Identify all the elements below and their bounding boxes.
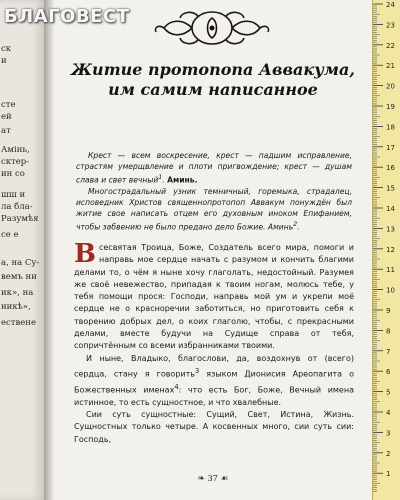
epigraph-text-1: Крест — всем воскресение, крест — падшим исправление, страстям умерщвление и плоти пригвождение; крест — душам слава и свет вечный — [76, 151, 352, 185]
ruler-label: 12 — [386, 245, 395, 254]
folio-ornament-left: ❧ — [197, 474, 206, 484]
page-number: 37 — [207, 474, 218, 483]
left-page-fragment: и — [1, 56, 7, 66]
ruler-label: 17 — [386, 143, 395, 152]
ruler-label: 20 — [386, 82, 395, 91]
ruler-label: 6 — [386, 368, 391, 377]
left-page-fragment: никѣ», — [1, 302, 31, 312]
left-page-fragment: Амінь, — [1, 145, 30, 155]
left-page-fragment: се е — [1, 230, 19, 240]
body-paragraph-1 — [74, 239, 354, 353]
ruler-label: 8 — [386, 327, 391, 336]
folio-ornament-right: ☙ — [220, 474, 229, 484]
left-page-fragment: ат — [1, 126, 11, 136]
left-page — [0, 0, 44, 500]
ruler-label: 4 — [386, 409, 391, 417]
ruler-scale — [373, 0, 400, 500]
body-paragraph-2-text-b: языком Дионисия Ареопагита о Божественных именах — [74, 369, 355, 395]
chapter-title — [54, 60, 372, 100]
ruler-label: 18 — [386, 123, 395, 132]
ruler-label: 14 — [386, 205, 395, 213]
body-paragraph-1-text: сесвятая Троица, Боже, Создатель всего мира, помоги и направь мое сердце начать с разумом и кончить благими делами то, о чём я ныне хочу глаголать, недостойный. Разумея же своё невежество, припадая к твоим ногам, молюсь тебе, у тебя помощи прося: Господи, направь мой ум и укрепи моё сердце не о красноречии заботиться, но приготовить себя к творению добрых дел, о коих глаголю, чтобы, с прекрасными делами, вместе будучи на Судище справа от тебя, сопричтённым со всеми избранниками твоими. — [74, 243, 354, 351]
footnote-marker-2: 2 — [293, 220, 298, 228]
watermark-logo: БЛАГОВЕСТ — [4, 6, 130, 27]
left-page-fragment: вемъ ни — [1, 272, 37, 282]
footnote-marker-1: 1 — [158, 174, 163, 181]
left-page-fragment: ла бла- — [1, 202, 33, 212]
ruler-label: 7 — [386, 347, 391, 356]
ruler-label: 1 — [386, 470, 391, 479]
epigraph-paragraph-2: Многострадальный узник темничный, горемыка, страдалец, исповедник Христов священнопротопоп Аввакум понуждён был житие свое написать отцем его духовным иноком Епифанием, чтобы забвению не было предано дело Божие. Аминь$^2$. — [76, 186, 352, 232]
epigraph — [76, 150, 352, 232]
ruler-label: 3 — [386, 429, 391, 438]
left-page-fragment: сте — [1, 100, 16, 110]
chapter-title-line1: Житие протопопа Аввакума, — [71, 60, 355, 79]
ruler-label: 16 — [386, 164, 395, 173]
ruler-label: 13 — [386, 225, 395, 234]
left-page-fragment: ск — [1, 44, 12, 54]
left-page-fragment: сктер- — [1, 157, 30, 167]
left-page-fragment: ик», на — [1, 288, 34, 298]
body-paragraph-2-text-c: : что есть Бог, Боже, Вечный имена истинное, то есть сущностное, и что хвалебные. — [74, 385, 354, 407]
body-paragraph-3 — [74, 409, 354, 446]
body-paragraph-2-text-a: И ныне, Владыко, благослови, да, воздохнув от (всего) сердца, стану я говорить — [74, 353, 354, 379]
epigraph-paragraph-1: Крест — всем воскресение, крест — падшим исправление, страстям умерщвление и плоти пригвождение; крест — душам слава и свет вечный$^1$. Аминь. — [76, 151, 352, 185]
left-page-fragment: ей — [1, 112, 12, 122]
left-page-fragment: ествене — [1, 318, 37, 328]
ruler-label: 9 — [386, 307, 391, 315]
ruler-label: 5 — [386, 388, 391, 397]
ruler-label: 19 — [386, 103, 395, 111]
footnote-marker-4: 4 — [174, 382, 179, 391]
right-page — [54, 0, 372, 500]
ruler-label: 23 — [386, 21, 395, 30]
epigraph-text-2: Многострадальный узник темничный, горемыка, страдалец, исповедник Христов священнопротопоп Аввакум понуждён был житие свое написать отцем его духовным иноком Епифанием, чтобы забвению не было предано дело Божие. Аминь — [76, 186, 352, 232]
left-page-fragment: шш и — [1, 190, 26, 200]
body-paragraph-3-text: Сии суть сущностные: Сущий, Свет, Истина, Жизнь. Сущностных только четыре. А косвенных много, сии суть сии: Господь, — [74, 410, 354, 444]
ruler-label: 22 — [386, 41, 395, 50]
drop-cap: В — [74, 239, 96, 269]
ornament-headpiece — [152, 8, 272, 48]
body-paragraph-2 — [74, 353, 354, 410]
measuring-ruler — [372, 0, 400, 500]
page-footer — [54, 474, 372, 484]
book-gutter — [44, 0, 54, 500]
epigraph-amen: Аминь. — [167, 175, 198, 185]
body-text — [74, 239, 355, 446]
ruler-label: 2 — [386, 449, 391, 458]
left-page-fragment: ин со — [1, 169, 25, 179]
ruler-label: 24 — [386, 1, 395, 9]
ruler-label: 15 — [386, 184, 395, 193]
chapter-title-line2: им самим написанное — [108, 80, 318, 99]
left-page-fragment: Разумѣя — [1, 214, 39, 224]
ruler-label: 10 — [386, 286, 395, 295]
ruler-label: 21 — [386, 62, 395, 71]
footnote-marker-3: 3 — [194, 366, 200, 375]
ruler-label: 11 — [386, 266, 395, 275]
left-page-fragment: а, на Су- — [1, 258, 40, 268]
